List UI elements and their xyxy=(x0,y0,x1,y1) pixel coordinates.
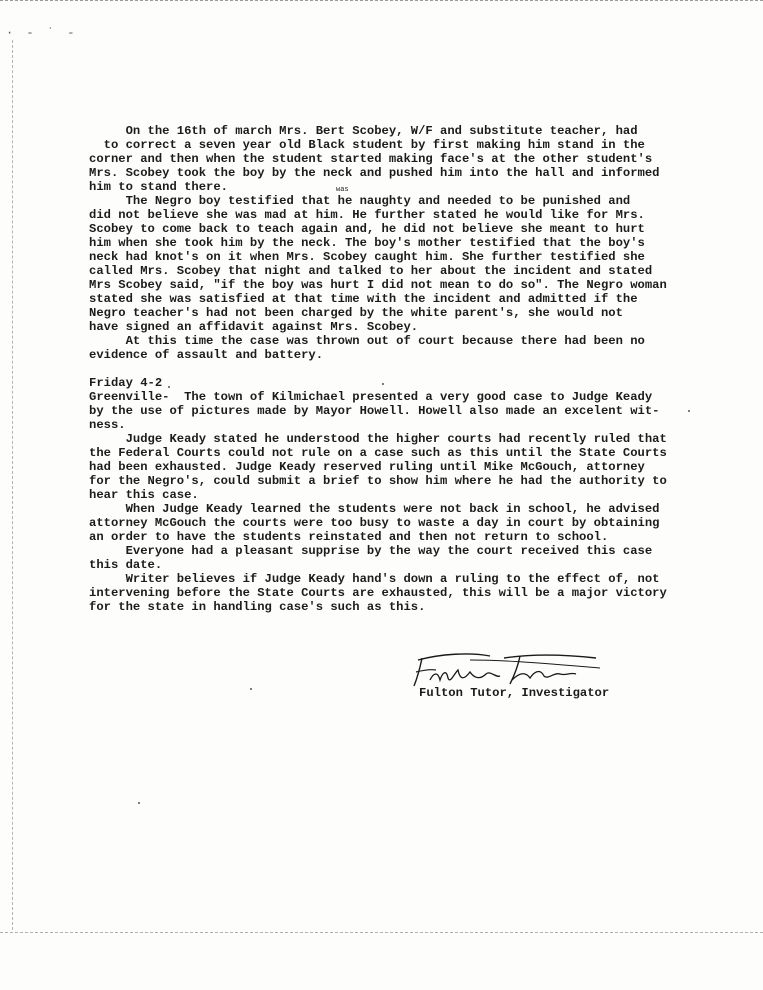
text-line: called Mrs. Scobey that night and talked to her about the incident and stated xyxy=(89,264,653,278)
text-line: corner and then when the student started making face's at the other student's xyxy=(89,152,653,166)
text-line: Judge Keady stated he understood the higher courts had recently ruled that xyxy=(89,432,667,446)
paper-speck xyxy=(688,410,690,412)
text-line: the Federal Courts could not rule on a case such as this until the State Courts xyxy=(89,446,667,460)
handwritten-insertion: was xyxy=(336,186,349,194)
text-line: for the state in handling case's such as this. xyxy=(89,600,426,614)
bottom-edge-dashes xyxy=(0,932,763,934)
text-line: hear this case. xyxy=(89,488,199,502)
text-line: Mrs Scobey said, "if the boy was hurt I did not mean to do so". The Negro woman xyxy=(89,278,667,292)
text-line: At this time the case was thrown out of court because there had been no xyxy=(89,334,645,348)
paper-speck xyxy=(138,802,140,804)
text-line: an order to have the students reinstated and then not return to school. xyxy=(89,530,609,544)
text-line: him when she took him by the neck. The boy's mother testified that the boy's xyxy=(89,236,645,250)
text-line: intervening before the State Courts are exhausted, this will be a major victory xyxy=(89,586,667,600)
text-line: did not believe she was mad at him. He further stated he would like for Mrs. xyxy=(89,208,645,222)
text-line: him to stand there. xyxy=(89,180,228,194)
text-line: The Negro boy testified that he naughty and needed to be punished and xyxy=(89,194,631,208)
text-line: this date. xyxy=(89,558,163,572)
text-line: When Judge Keady learned the students were not back in school, he advised xyxy=(89,502,660,516)
left-edge-dashes xyxy=(12,40,14,930)
text-line: Negro teacher's had not been charged by the white parent's, she would not xyxy=(89,306,623,320)
text-line: stated she was satisfied at that time with the incident and admitted if the xyxy=(89,292,638,306)
text-line: had been exhausted. Judge Keady reserved ruling until Mike McGouch, attorney xyxy=(89,460,645,474)
signature-caption: Fulton Tutor, Investigator xyxy=(419,686,610,700)
text-line: have signed an affidavit against Mrs. Scobey. xyxy=(89,320,419,334)
corner-marks: · - ˙ - xyxy=(6,26,78,40)
text-line: by the use of pictures made by Mayor Howell. Howell also made an excelent wit- xyxy=(89,404,660,418)
text-line: Scobey to come back to teach again and, he did not believe she meant to hurt xyxy=(89,222,645,236)
text-line: On the 16th of march Mrs. Bert Scobey, W/F and substitute teacher, had xyxy=(89,124,638,138)
text-line: attorney McGouch the courts were too busy to waste a day in court by obtaining xyxy=(89,516,660,530)
text-line: ness. xyxy=(89,418,126,432)
paper-speck xyxy=(168,386,170,388)
text-line: Greenville- The town of Kilmichael presented a very good case to Judge Keady xyxy=(89,390,653,404)
text-line: evidence of assault and battery. xyxy=(89,348,324,362)
text-line: Everyone had a pleasant supprise by the way the court received this case xyxy=(89,544,653,558)
top-edge-dashes xyxy=(0,0,763,2)
text-line: Friday 4-2 xyxy=(89,376,163,390)
paper-speck xyxy=(250,688,252,690)
text-line: to correct a seven year old Black student by first making him stand in the xyxy=(89,138,645,152)
paper-speck xyxy=(382,383,384,385)
text-line: for the Negro's, could submit a brief to show him where he had the authority to xyxy=(89,474,667,488)
text-line: Mrs. Scobey took the boy by the neck and pushed him into the hall and informed xyxy=(89,166,660,180)
text-line: neck had knot's on it when Mrs. Scobey caught him. She further testified she xyxy=(89,250,645,264)
text-line: Writer believes if Judge Keady hand's down a ruling to the effect of, not xyxy=(89,572,660,586)
